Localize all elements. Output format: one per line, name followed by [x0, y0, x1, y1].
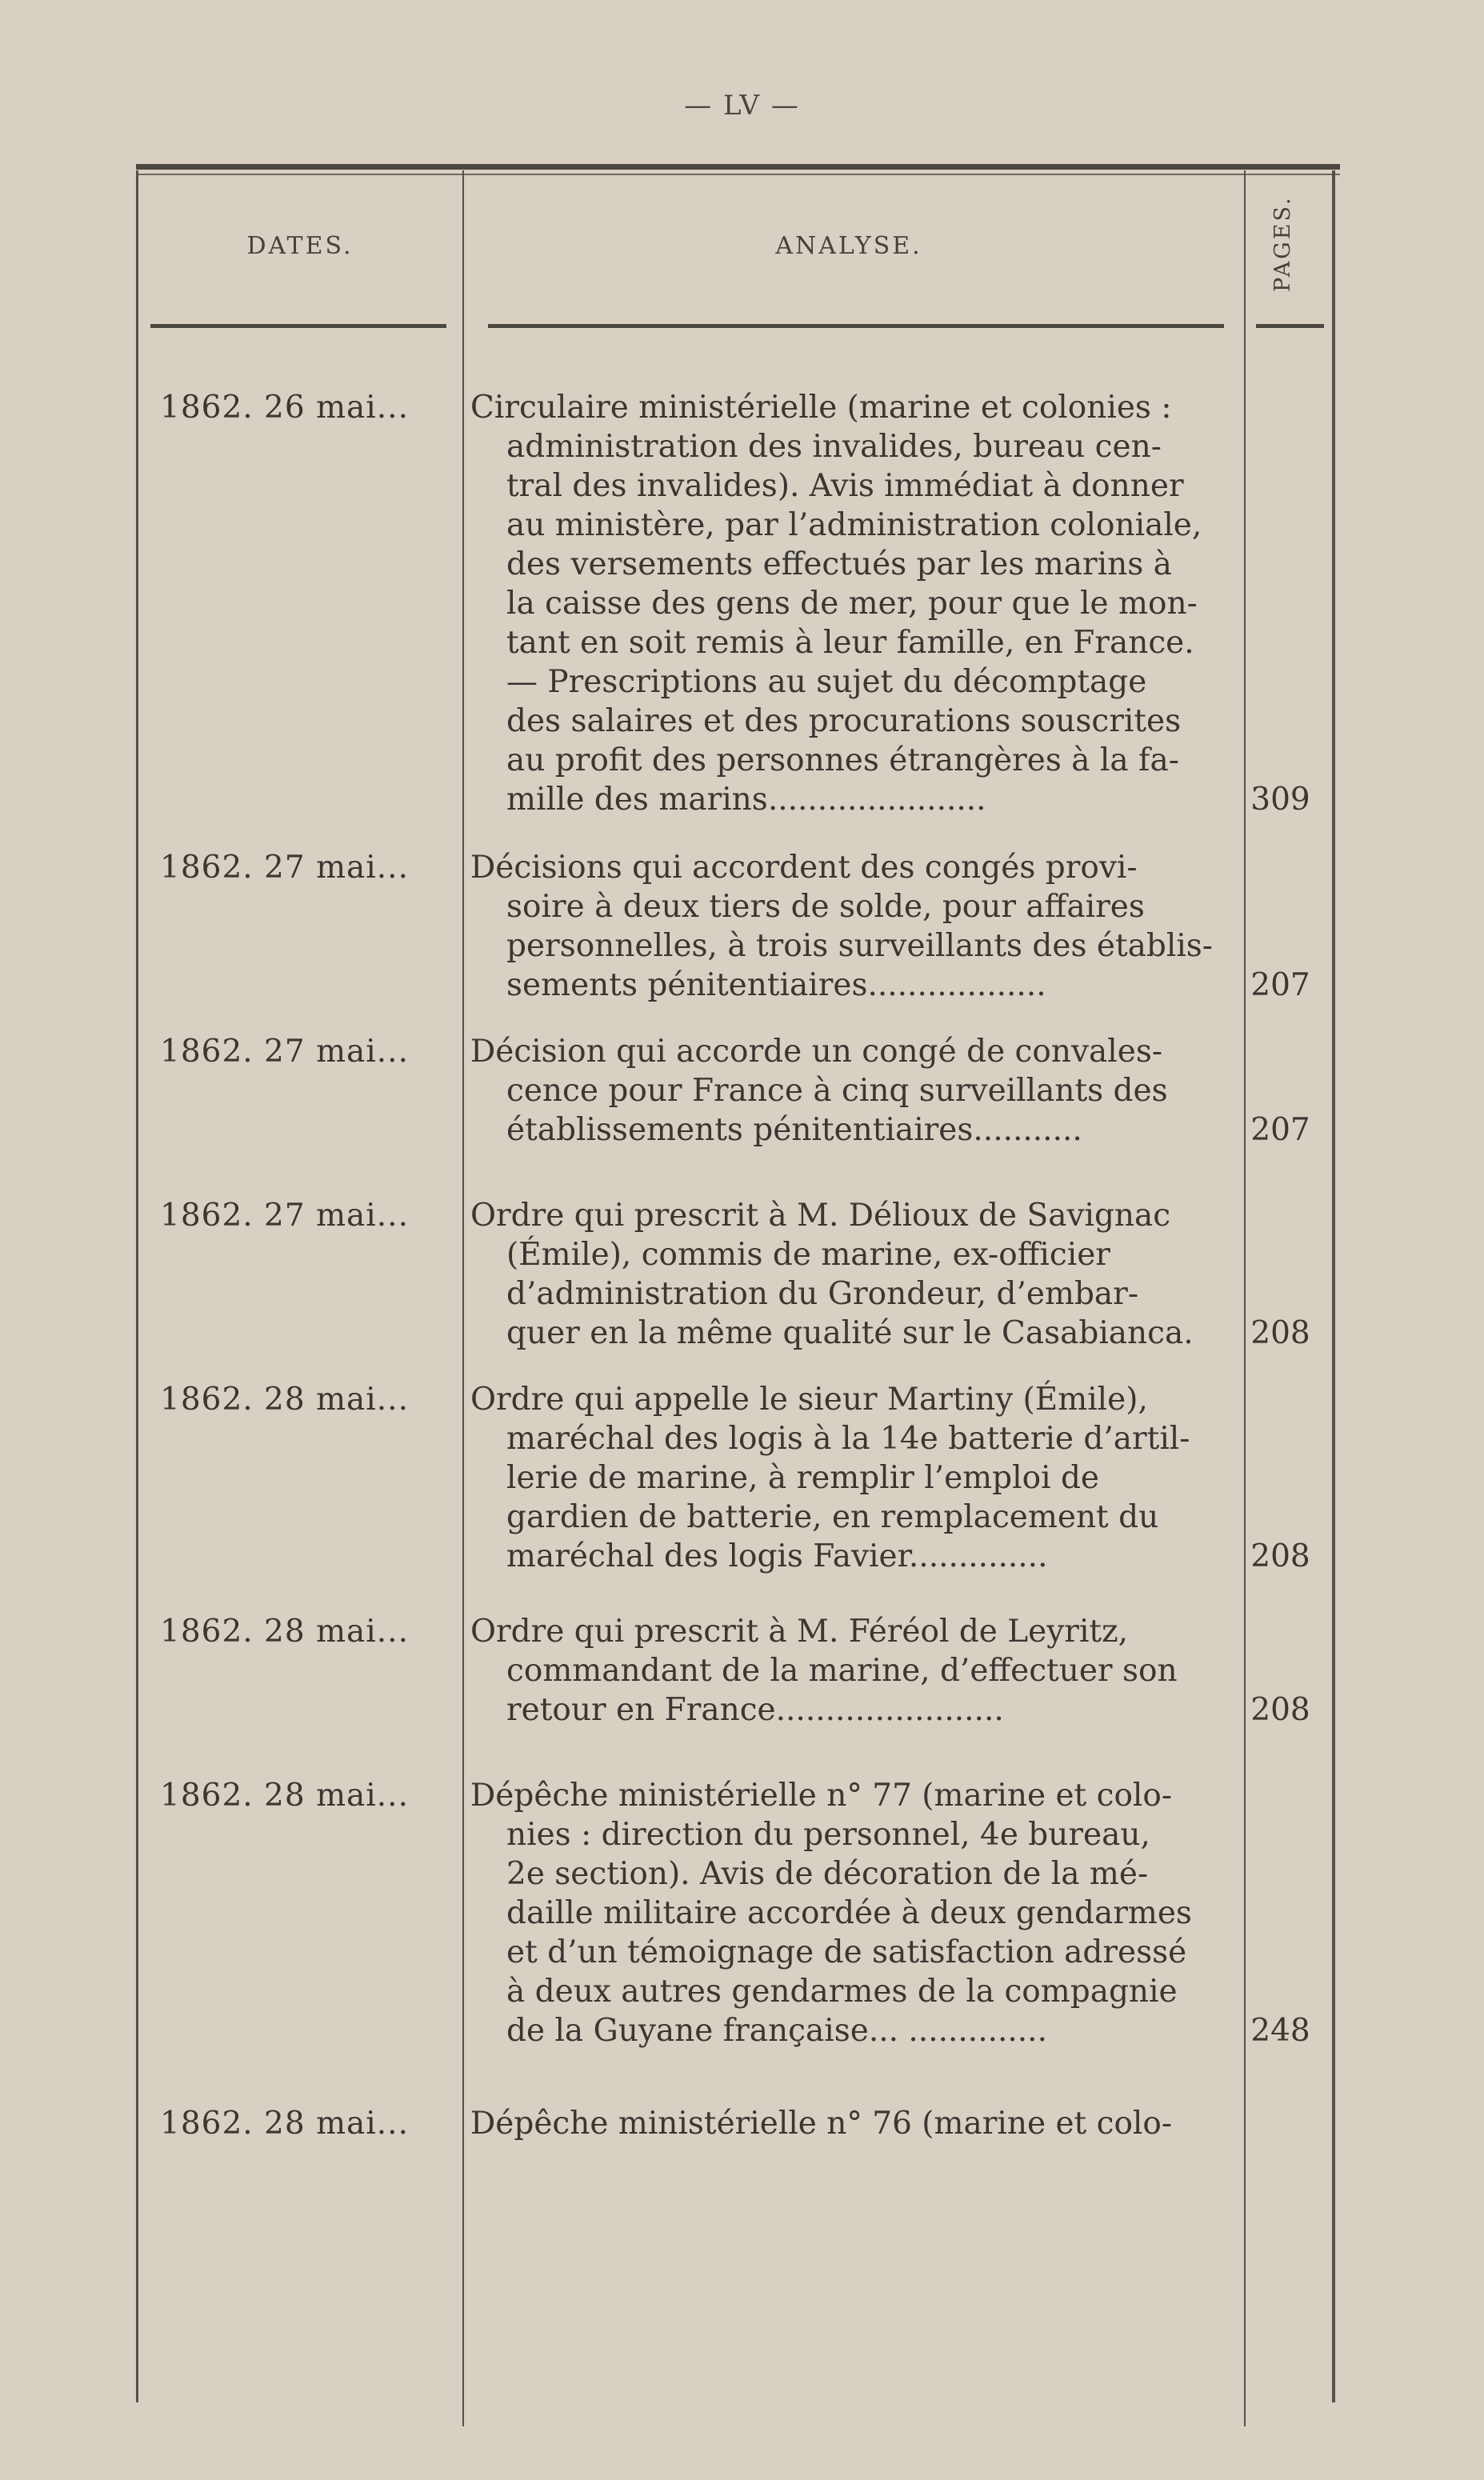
entry-page-number: 248 [1250, 2013, 1310, 2049]
page-number-header: — LV — [684, 90, 800, 122]
entry-analysis [470, 1380, 1238, 1576]
analysis-line: Dépêche ministérielle n° 77 (marine et colo- [470, 1778, 1173, 1814]
analysis-line: commandant de la marine, d’effectuer son [506, 1653, 1178, 1689]
entry-page-number: 207 [1250, 1112, 1310, 1148]
analysis-line: personnelles, à trois surveillants des établis- [506, 928, 1213, 964]
column-header-analyse: ANALYSE. [775, 232, 922, 260]
analysis-line: des versements effectués par les marins à [506, 546, 1172, 582]
analysis-line: à deux autres gendarmes de la compagnie [506, 1974, 1178, 2010]
analysis-line: tral des invalides). Avis immédiat à donner [506, 468, 1184, 504]
left-border [136, 170, 138, 2402]
header-rule-pages [1256, 324, 1324, 328]
entry-page-number: 208 [1250, 1315, 1310, 1351]
entry-analysis [470, 388, 1238, 819]
analysis-line: Décisions qui accordent des congés provi- [470, 850, 1138, 886]
top-rule [136, 164, 1340, 170]
analysis-line: gardien de batterie, en remplacement du [506, 1499, 1159, 1535]
analysis-line: Décision qui accorde un congé de convales- [470, 1034, 1163, 1070]
analysis-line: cence pour France à cinq surveillants des [506, 1073, 1168, 1109]
analysis-line: maréchal des logis Favier.............. [506, 1538, 1048, 1574]
entry-date: 1862. 27 mai... [160, 1034, 409, 1070]
analysis-line: lerie de marine, à remplir l’emploi de [506, 1460, 1099, 1496]
entry-analysis [470, 1612, 1238, 1730]
analysis-line: administration des invalides, bureau cen- [506, 429, 1162, 465]
analysis-line: établissements pénitentiaires........... [506, 1112, 1082, 1148]
analysis-line: — Prescriptions au sujet du décomptage [506, 664, 1147, 700]
entry-date: 1862. 27 mai... [160, 850, 409, 886]
analysis-line: au ministère, par l’administration coloniale, [506, 507, 1202, 543]
entry-analysis [470, 2104, 1238, 2143]
analysis-line: au profit des personnes étrangères à la fa- [506, 742, 1179, 778]
entry-page-number: 208 [1250, 1692, 1310, 1728]
analysis-line: de la Guyane française... .............. [506, 2013, 1047, 2049]
analysis-line: Circulaire ministérielle (marine et colonies : [470, 390, 1172, 426]
analysis-line: nies : direction du personnel, 4e bureau, [506, 1817, 1150, 1853]
entry-page-number: 207 [1250, 967, 1310, 1003]
analysis-line: mille des marins...................... [506, 782, 986, 818]
entry-date: 1862. 28 mai... [160, 1778, 409, 1814]
analysis-line: tant en soit remis à leur famille, en France. [506, 625, 1194, 661]
analysis-line: soire à deux tiers de solde, pour affaires [506, 889, 1145, 925]
analysis-line: Ordre qui appelle le sieur Martiny (Émile), [470, 1382, 1148, 1418]
dates-column-divider [462, 170, 464, 2426]
entry-analysis [470, 1776, 1238, 2050]
entry-date: 1862. 26 mai... [160, 390, 409, 426]
entry-date: 1862. 28 mai... [160, 2106, 409, 2142]
analysis-line: (Émile), commis de marine, ex-officier [506, 1237, 1110, 1273]
analyse-column-divider [1244, 170, 1246, 2426]
entry-page-number: 309 [1250, 782, 1310, 818]
entry-analysis [470, 848, 1238, 1005]
column-header-dates: DATES. [246, 232, 354, 260]
top-rule-thin [136, 174, 1340, 175]
analysis-line: Dépêche ministérielle n° 76 (marine et colo- [470, 2106, 1173, 2142]
header-rule-analyse [488, 324, 1224, 328]
index-table [136, 164, 1340, 2480]
column-header-pages: PAGES. [1270, 195, 1295, 292]
entry-date: 1862. 28 mai... [160, 1614, 409, 1650]
analysis-line: retour en France....................... [506, 1692, 1004, 1728]
analysis-line: 2e section). Avis de décoration de la mé- [506, 1856, 1149, 1892]
entry-analysis [470, 1196, 1238, 1353]
entry-page-number: 208 [1250, 1538, 1310, 1574]
analysis-line: daille militaire accordée à deux gendarmes [506, 1895, 1192, 1931]
analysis-line: Ordre qui prescrit à M. Féréol de Leyritz, [470, 1614, 1129, 1650]
analysis-line: sements pénitentiaires.................. [506, 967, 1046, 1003]
analysis-line: maréchal des logis à la 14e batterie d’artil- [506, 1421, 1190, 1457]
entry-date: 1862. 28 mai... [160, 1382, 409, 1418]
analysis-line: des salaires et des procurations souscrites [506, 703, 1182, 739]
entry-date: 1862. 27 mai... [160, 1198, 409, 1234]
header-rule-dates [150, 324, 446, 328]
analysis-line: d’administration du Grondeur, d’embar- [506, 1276, 1138, 1312]
analysis-line: quer en la même qualité sur le Casabianca. [506, 1315, 1194, 1351]
entry-analysis [470, 1032, 1238, 1150]
right-border [1332, 170, 1335, 2402]
analysis-line: Ordre qui prescrit à M. Délioux de Savignac [470, 1198, 1171, 1234]
analysis-line: la caisse des gens de mer, pour que le mon- [506, 586, 1198, 622]
analysis-line: et d’un témoignage de satisfaction adressé [506, 1934, 1187, 1970]
